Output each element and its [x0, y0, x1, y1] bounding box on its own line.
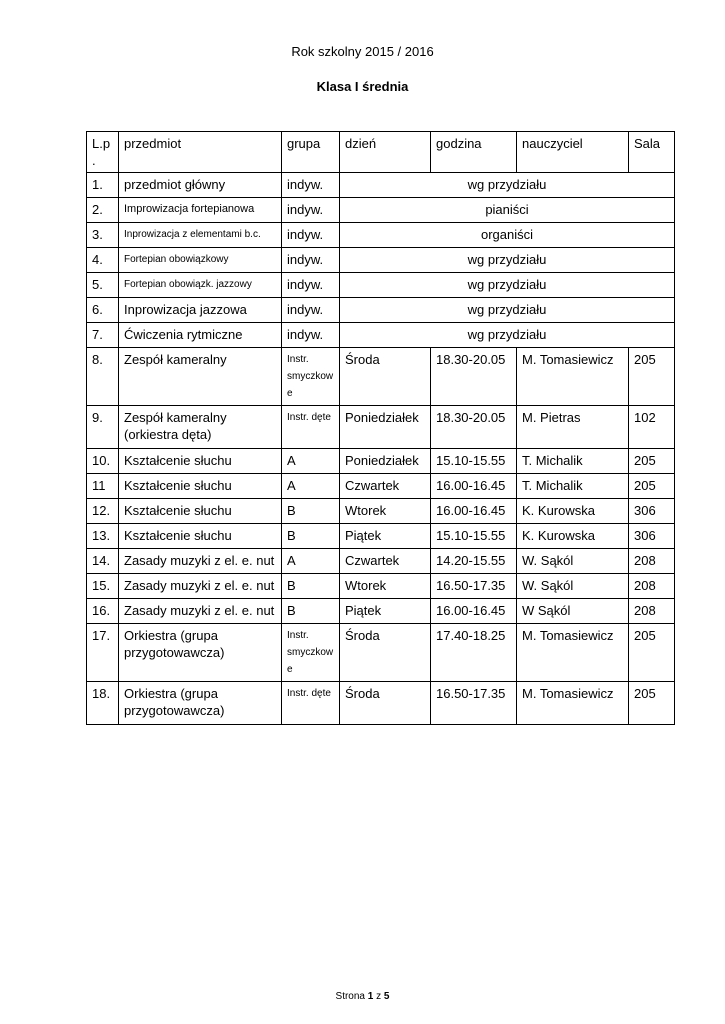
row-time: 16.00-16.45: [431, 499, 517, 524]
table-row: [87, 348, 675, 406]
row-group: B: [282, 599, 340, 624]
row-teacher: K. Kurowska: [517, 499, 629, 524]
row-lp: 2.: [87, 198, 119, 223]
row-time: 16.50-17.35: [431, 682, 517, 725]
row-subject: Inprowizacja jazzowa: [119, 298, 282, 323]
row-teacher: K. Kurowska: [517, 524, 629, 549]
row-day: Piątek: [340, 524, 431, 549]
row-teacher: M. Tomasiewicz: [517, 624, 629, 682]
table-row: [87, 198, 675, 223]
row-room: 205: [629, 624, 675, 682]
row-subject: Improwizacja fortepianowa: [119, 198, 282, 223]
table-header-row: [87, 132, 675, 173]
row-subject: Ćwiczenia rytmiczne: [119, 323, 282, 348]
header-teacher: nauczyciel: [517, 132, 629, 173]
row-lp: 13.: [87, 524, 119, 549]
row-assignment: wg przydziału: [340, 248, 675, 273]
row-assignment: organiści: [340, 223, 675, 248]
table-row: [87, 223, 675, 248]
row-time: 14.20-15.55: [431, 549, 517, 574]
page-footer: [0, 991, 725, 1002]
row-subject: Zasady muzyki z el. e. nut: [119, 549, 282, 574]
row-assignment: pianiści: [340, 198, 675, 223]
row-subject: Zasady muzyki z el. e. nut: [119, 574, 282, 599]
row-group: A: [282, 549, 340, 574]
row-lp: 6.: [87, 298, 119, 323]
row-group: indyw.: [282, 248, 340, 273]
row-teacher: T. Michalik: [517, 474, 629, 499]
schedule-table: [86, 131, 675, 725]
row-subject: Zasady muzyki z el. e. nut: [119, 599, 282, 624]
row-subject: Zespół kameralny (orkiestra dęta): [119, 406, 282, 449]
row-lp: 9.: [87, 406, 119, 449]
row-teacher: M. Tomasiewicz: [517, 348, 629, 406]
row-group: Instr. smyczkowe: [282, 348, 340, 406]
row-room: 306: [629, 499, 675, 524]
table-row: [87, 474, 675, 499]
row-group: B: [282, 499, 340, 524]
row-group: A: [282, 474, 340, 499]
row-time: 17.40-18.25: [431, 624, 517, 682]
row-day: Środa: [340, 682, 431, 725]
row-room: 306: [629, 524, 675, 549]
row-day: Czwartek: [340, 474, 431, 499]
row-teacher: W. Sąkól: [517, 574, 629, 599]
row-group: A: [282, 449, 340, 474]
table-row: [87, 298, 675, 323]
table-row: [87, 524, 675, 549]
row-subject: Kształcenie słuchu: [119, 474, 282, 499]
row-day: Poniedziałek: [340, 406, 431, 449]
row-room: 208: [629, 599, 675, 624]
table-row: [87, 499, 675, 524]
row-lp: 1.: [87, 173, 119, 198]
header-subject: przedmiot: [119, 132, 282, 173]
row-subject: Orkiestra (grupa przygotowawcza): [119, 682, 282, 725]
row-assignment: wg przydziału: [340, 273, 675, 298]
row-time: 15.10-15.55: [431, 524, 517, 549]
row-room: 205: [629, 348, 675, 406]
row-time: 18.30-20.05: [431, 406, 517, 449]
table-row: [87, 273, 675, 298]
row-room: 205: [629, 449, 675, 474]
row-time: 15.10-15.55: [431, 449, 517, 474]
row-subject: Fortepian obowiązk. jazzowy: [119, 273, 282, 298]
row-room: 102: [629, 406, 675, 449]
school-year-title: Rok szkolny 2015 / 2016: [291, 44, 434, 59]
row-assignment: wg przydziału: [340, 298, 675, 323]
row-subject: Kształcenie słuchu: [119, 524, 282, 549]
row-day: Wtorek: [340, 574, 431, 599]
row-teacher: W. Sąkól: [517, 549, 629, 574]
row-group: Instr. dęte: [282, 682, 340, 725]
row-subject: Zespół kameralny: [119, 348, 282, 406]
row-lp: 11: [87, 474, 119, 499]
row-group: Instr. dęte: [282, 406, 340, 449]
row-time: 18.30-20.05: [431, 348, 517, 406]
row-teacher: T. Michalik: [517, 449, 629, 474]
row-lp: 18.: [87, 682, 119, 725]
row-day: Środa: [340, 624, 431, 682]
table-row: [87, 323, 675, 348]
row-lp: 5.: [87, 273, 119, 298]
row-subject: Kształcenie słuchu: [119, 449, 282, 474]
row-group: indyw.: [282, 273, 340, 298]
row-lp: 12.: [87, 499, 119, 524]
row-lp: 7.: [87, 323, 119, 348]
row-subject: Orkiestra (grupa przygotowawcza): [119, 624, 282, 682]
header-time: godzina: [431, 132, 517, 173]
row-group: B: [282, 574, 340, 599]
row-time: 16.00-16.45: [431, 474, 517, 499]
row-assignment: wg przydziału: [340, 173, 675, 198]
header-room: Sala: [629, 132, 675, 173]
row-time: 16.50-17.35: [431, 574, 517, 599]
row-lp: 3.: [87, 223, 119, 248]
row-lp: 15.: [87, 574, 119, 599]
row-assignment: wg przydziału: [340, 323, 675, 348]
row-day: Wtorek: [340, 499, 431, 524]
footer-of: z: [376, 991, 382, 1002]
table-row: [87, 449, 675, 474]
table-row: [87, 574, 675, 599]
row-day: Piątek: [340, 599, 431, 624]
row-lp: 16.: [87, 599, 119, 624]
row-teacher: M. Pietras: [517, 406, 629, 449]
row-lp: 4.: [87, 248, 119, 273]
row-room: 208: [629, 549, 675, 574]
header-group: grupa: [282, 132, 340, 173]
row-room: 208: [629, 574, 675, 599]
row-group: indyw.: [282, 298, 340, 323]
footer-page-number: 1: [367, 991, 374, 1002]
row-lp: 14.: [87, 549, 119, 574]
table-row: [87, 406, 675, 449]
row-day: Czwartek: [340, 549, 431, 574]
row-lp: 10.: [87, 449, 119, 474]
row-teacher: M. Tomasiewicz: [517, 682, 629, 725]
table-row: [87, 173, 675, 198]
table-row: [87, 624, 675, 682]
row-group: indyw.: [282, 223, 340, 248]
row-day: Poniedziałek: [340, 449, 431, 474]
row-group: B: [282, 524, 340, 549]
row-group: Instr. smyczkowe: [282, 624, 340, 682]
row-lp: 8.: [87, 348, 119, 406]
row-group: indyw.: [282, 198, 340, 223]
footer-page-total: 5: [383, 991, 390, 1002]
row-teacher: W Sąkól: [517, 599, 629, 624]
header-lp: L.p.: [87, 132, 119, 173]
table-row: [87, 682, 675, 725]
footer-label: Strona: [335, 991, 365, 1002]
table-row: [87, 599, 675, 624]
class-title: Klasa I średnia: [316, 79, 409, 94]
row-subject: przedmiot główny: [119, 173, 282, 198]
row-room: 205: [629, 474, 675, 499]
table-row: [87, 248, 675, 273]
table-row: [87, 549, 675, 574]
row-time: 16.00-16.45: [431, 599, 517, 624]
row-day: Środa: [340, 348, 431, 406]
row-room: 205: [629, 682, 675, 725]
header-day: dzień: [340, 132, 431, 173]
row-subject: Kształcenie słuchu: [119, 499, 282, 524]
row-subject: Fortepian obowiązkowy: [119, 248, 282, 273]
row-lp: 17.: [87, 624, 119, 682]
row-group: indyw.: [282, 323, 340, 348]
row-group: indyw.: [282, 173, 340, 198]
row-subject: Inprowizacja z elementami b.c.: [119, 223, 282, 248]
